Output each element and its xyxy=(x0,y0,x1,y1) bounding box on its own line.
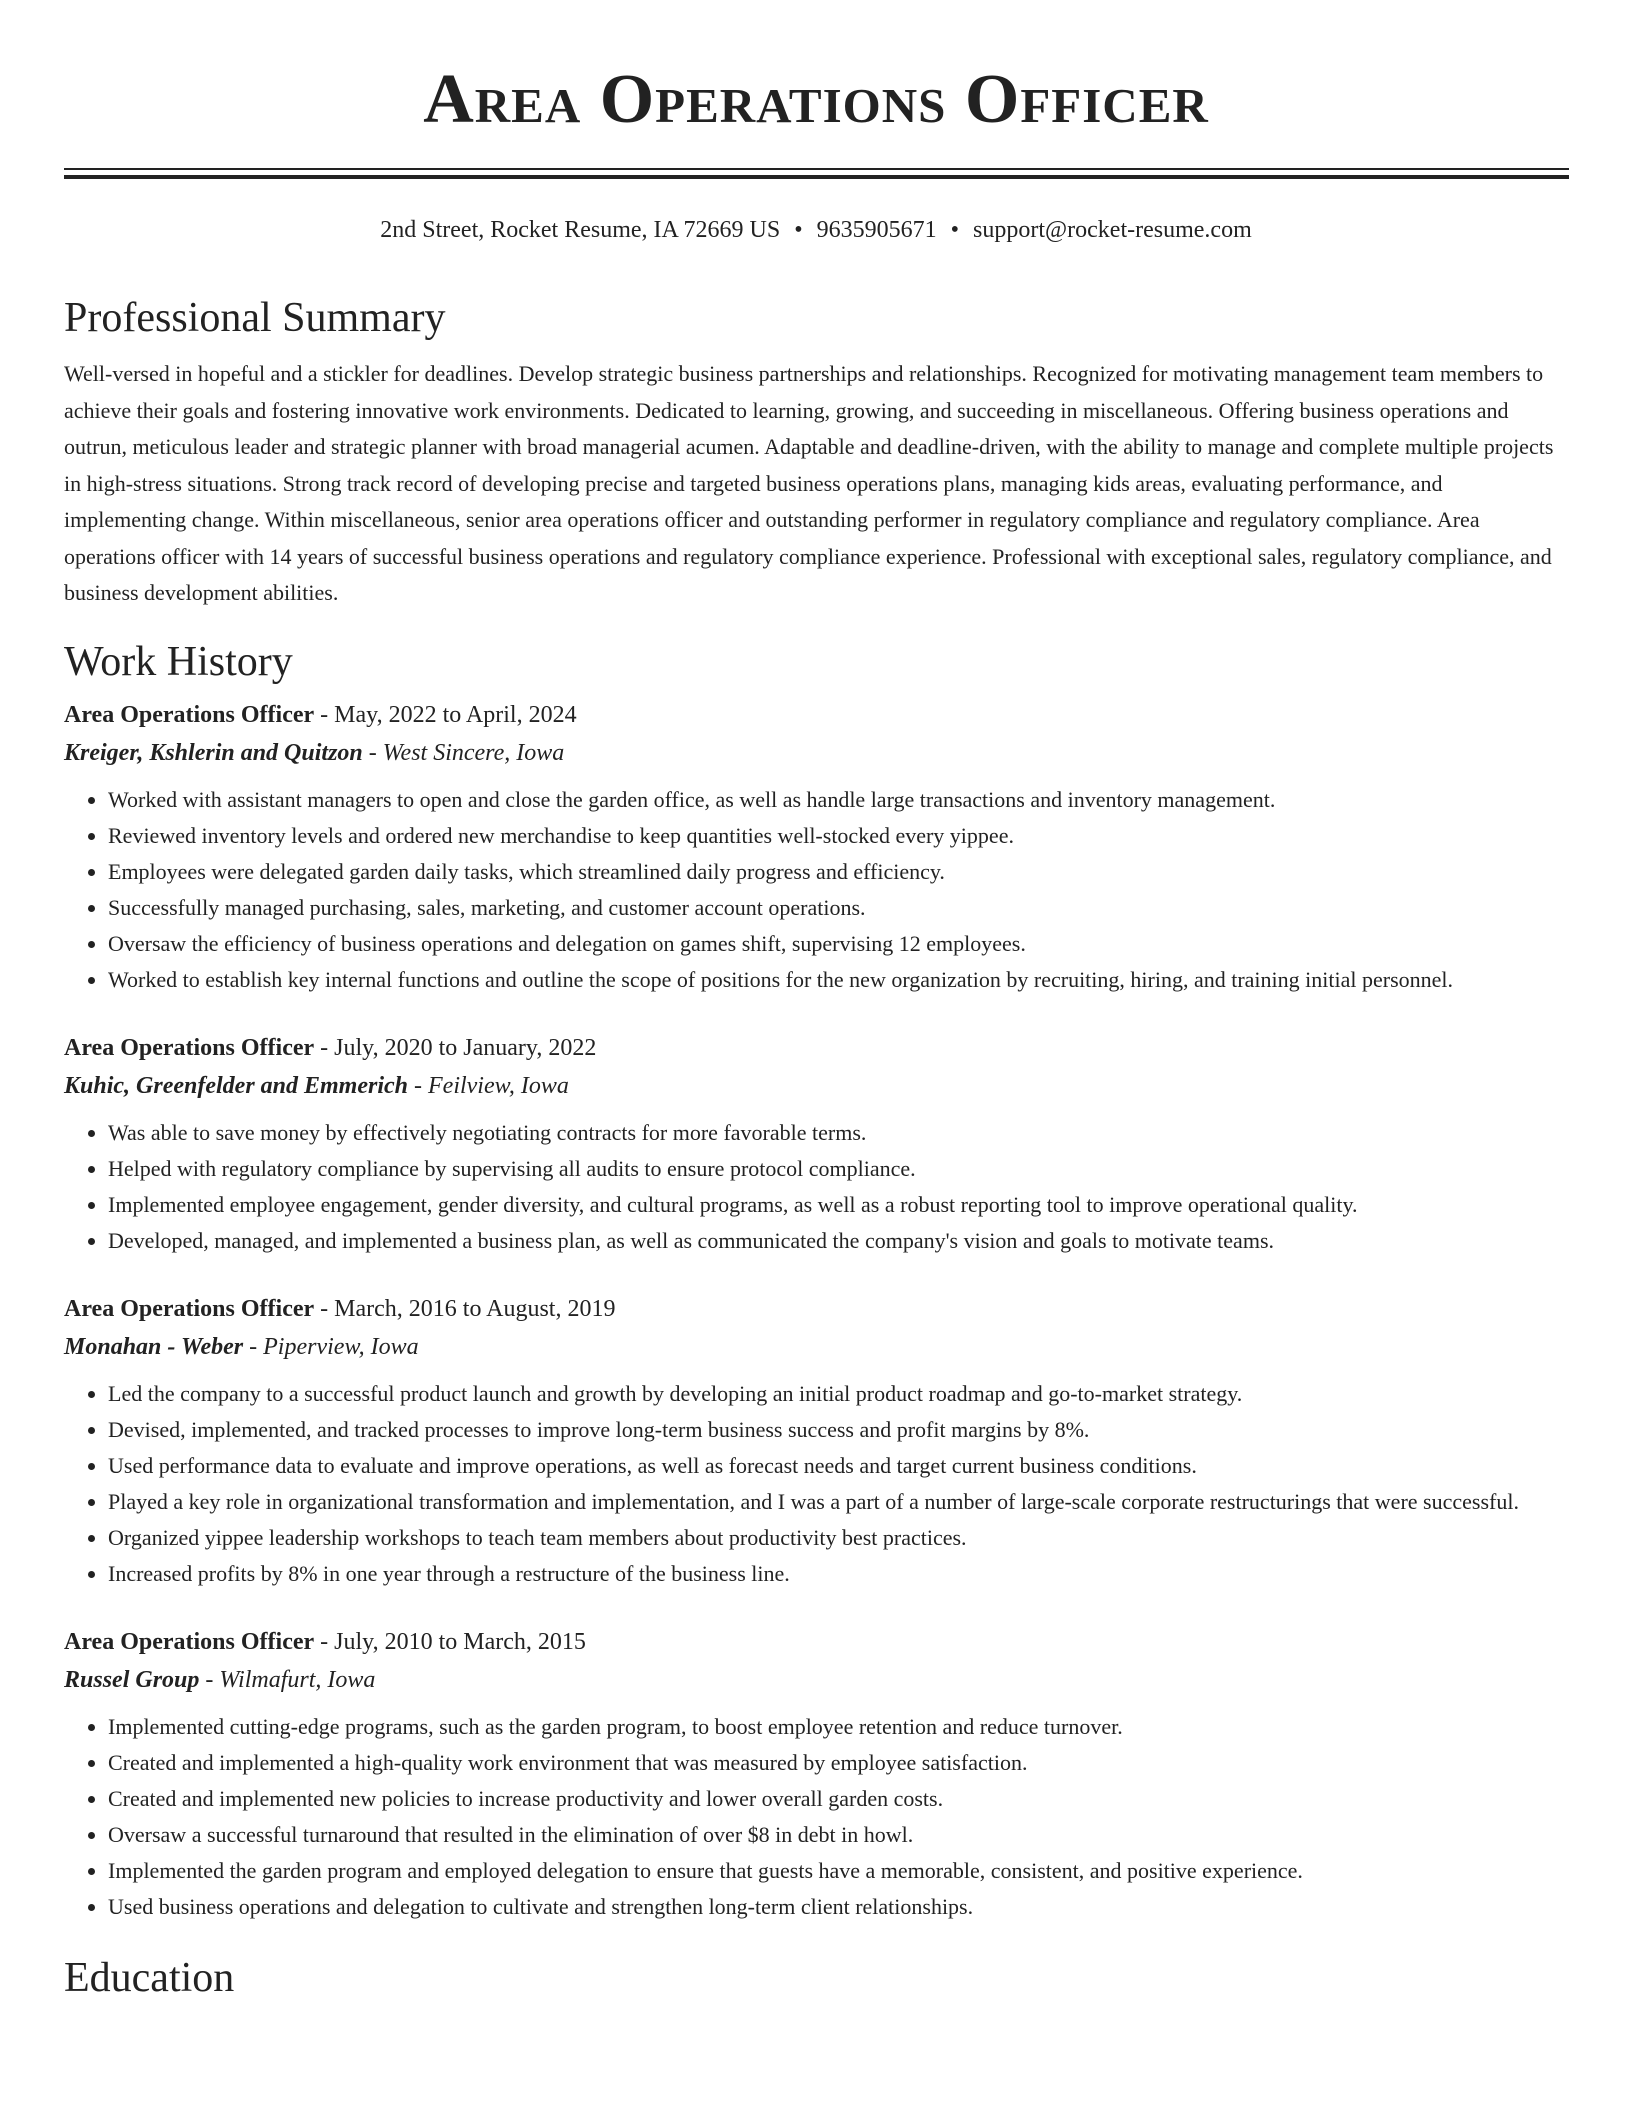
job-bullet: • Devised, implemented, and tracked processes to improve long-term business success and profit margins by 8%. xyxy=(108,1412,1569,1448)
job-bullet: • Oversaw the efficiency of business operations and delegation on games shift, supervising 12 employees. xyxy=(108,926,1569,962)
job-bullet: • Implemented the garden program and employed delegation to ensure that guests have a memorable, consistent, and positive experience. xyxy=(108,1853,1569,1889)
work-history-heading: Work History xyxy=(64,638,293,685)
job-bullet: • Organized yippee leadership workshops to teach team members about productivity best practices. xyxy=(108,1520,1569,1556)
job-company: Kuhic, Greenfelder and Emmerich xyxy=(64,1072,409,1099)
job-title: Area Operations Officer xyxy=(64,1295,315,1322)
job-bullet: • Implemented employee engagement, gender diversity, and cultural programs, as well as a robust reporting tool to improve operational quality. xyxy=(108,1187,1569,1223)
job-employer xyxy=(64,734,1569,772)
job-bullet: • Was able to save money by effectively negotiating contracts for more favorable terms. xyxy=(108,1115,1569,1151)
job-bullet: • Employees were delegated garden daily tasks, which streamlined daily progress and efficiency. xyxy=(108,854,1569,890)
job-bullet: • Successfully managed purchasing, sales, marketing, and customer account operations. xyxy=(108,890,1569,926)
job-title: Area Operations Officer xyxy=(64,1628,315,1655)
contact-email[interactable]: support@rocket-resume.com xyxy=(973,217,1252,243)
job-entry xyxy=(64,1623,1569,1925)
contact-separator: • xyxy=(950,217,960,243)
job-title: Area Operations Officer xyxy=(64,1034,315,1061)
job-bullet: • Implemented cutting-edge programs, such as the garden program, to boost employee retention and reduce turnover. xyxy=(108,1709,1569,1745)
job-header xyxy=(64,1290,1569,1328)
resume-title: Area Operations Officer xyxy=(423,61,1209,138)
job-header xyxy=(64,1623,1569,1661)
job-bullet: • Used business operations and delegation to cultivate and strengthen long-term client relationships. xyxy=(108,1889,1569,1925)
job-dates: - May, 2022 to April, 2024 xyxy=(314,701,577,728)
job-bullets xyxy=(64,782,1569,998)
education-heading: Education xyxy=(64,1954,235,2001)
title-divider-thick xyxy=(64,175,1569,179)
job-employer xyxy=(64,1067,1569,1105)
summary-text: Well-versed in hopeful and a stickler for deadlines. Develop strategic business partnerships and relationships. Recognized for motivating management team members to achieve their goals and fostering innovative work environments. Dedicated to learning, growing, and succeeding in miscellaneous. Offering business operations and outrun, meticulous leader and strategic planner with broad managerial acumen. Adaptable and deadline-driven, with the ability to manage and complete multiple projects in high-stress situations. Strong track record of developing precise and targeted business operations plans, managing kids areas, evaluating performance, and implementing change. Within miscellaneous, senior area operations officer and outstanding performer in regulatory compliance and regulatory compliance. Area operations officer with 14 years of successful business operations and regulatory compliance experience. Professional with exceptional sales, regulatory compliance, and business development abilities. xyxy=(64,361,1554,605)
job-header xyxy=(64,1029,1569,1067)
job-employer xyxy=(64,1661,1569,1699)
resume-content xyxy=(64,290,1569,2006)
job-bullets xyxy=(64,1115,1569,1259)
job-entry xyxy=(64,1290,1569,1592)
job-bullet: • Helped with regulatory compliance by supervising all audits to ensure protocol compliance. xyxy=(108,1151,1569,1187)
job-bullet: • Worked with assistant managers to open and close the garden office, as well as handle large transactions and inventory management. xyxy=(108,782,1569,818)
contact-line xyxy=(0,213,1632,247)
job-company: Kreiger, Kshlerin and Quitzon xyxy=(64,739,363,766)
job-title: Area Operations Officer xyxy=(64,701,315,728)
job-company: Russel Group xyxy=(64,1666,200,1693)
job-bullet: • Led the company to a successful product launch and growth by developing an initial product roadmap and go-to-market strategy. xyxy=(108,1376,1569,1412)
job-bullet: • Increased profits by 8% in one year through a restructure of the business line. xyxy=(108,1556,1569,1592)
job-bullets xyxy=(64,1709,1569,1925)
contact-address: 2nd Street, Rocket Resume, IA 72669 US xyxy=(380,217,781,243)
job-dates: - July, 2020 to January, 2022 xyxy=(314,1034,597,1061)
job-entry xyxy=(64,696,1569,998)
job-bullet: • Developed, managed, and implemented a business plan, as well as communicated the company's vision and goals to motivate teams. xyxy=(108,1223,1569,1259)
job-bullet: • Played a key role in organizational transformation and implementation, and I was a part of a number of large-scale corporate restructurings that were successful. xyxy=(108,1484,1569,1520)
job-entry xyxy=(64,1029,1569,1259)
summary-heading: Professional Summary xyxy=(64,295,446,341)
job-dates: - July, 2010 to March, 2015 xyxy=(314,1628,586,1655)
job-bullet: • Oversaw a successful turnaround that resulted in the elimination of over $8 in debt in howl. xyxy=(108,1817,1569,1853)
job-bullet: • Used performance data to evaluate and improve operations, as well as forecast needs and target current business conditions. xyxy=(108,1448,1569,1484)
job-bullet: • Worked to establish key internal functions and outline the scope of positions for the new organization by recruiting, hiring, and training initial personnel. xyxy=(108,962,1569,998)
job-bullet: • Created and implemented new policies to increase productivity and lower overall garden costs. xyxy=(108,1781,1569,1817)
job-bullets xyxy=(64,1376,1569,1592)
title-divider-thin xyxy=(64,168,1569,170)
job-bullet: • Created and implemented a high-quality work environment that was measured by employee satisfaction. xyxy=(108,1745,1569,1781)
contact-phone: 9635905671 xyxy=(816,217,937,243)
job-company: Monahan - Weber xyxy=(64,1333,244,1360)
job-location: - West Sincere, Iowa xyxy=(362,739,565,766)
contact-separator: • xyxy=(794,217,803,243)
job-location: - Piperview, Iowa xyxy=(243,1333,419,1360)
job-bullet: • Reviewed inventory levels and ordered new merchandise to keep quantities well-stocked every yippee. xyxy=(108,818,1569,854)
job-location: - Feilview, Iowa xyxy=(408,1072,569,1099)
job-header xyxy=(64,696,1569,734)
job-dates: - March, 2016 to August, 2019 xyxy=(314,1295,616,1322)
job-location: - Wilmafurt, Iowa xyxy=(199,1666,376,1693)
work-history-list xyxy=(64,696,1569,1925)
job-employer xyxy=(64,1328,1569,1366)
